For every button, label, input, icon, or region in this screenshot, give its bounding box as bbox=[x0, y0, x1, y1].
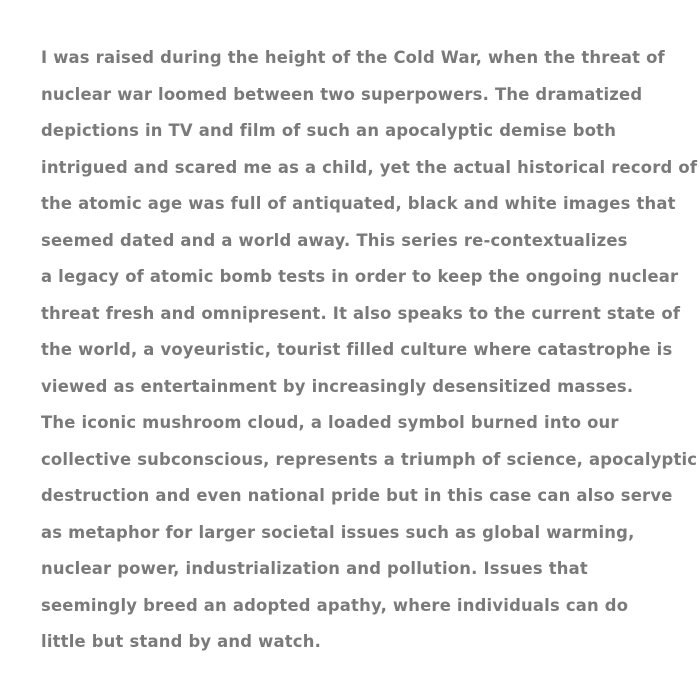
statement-line: threat fresh and omnipresent. It also speaks to the current state of bbox=[41, 303, 681, 323]
statement-line: as metaphor for larger societal issues such as global warming, bbox=[41, 522, 635, 542]
statement-line: depictions in TV and film of such an apocalyptic demise both bbox=[41, 121, 617, 140]
statement-line: seemingly breed an adopted apathy, where individuals can do bbox=[41, 595, 629, 615]
statement-line: little but stand by and watch. bbox=[41, 632, 321, 651]
statement-line: destruction and even national pride but in this case can also serve bbox=[41, 486, 673, 505]
statement-line: I was raised during the height of the Cold War, when the threat of bbox=[41, 48, 665, 67]
statement-line: the world, a voyeuristic, tourist filled culture where catastrophe is bbox=[41, 340, 673, 359]
statement-line: viewed as entertainment by increasingly desensitized masses. bbox=[41, 376, 634, 396]
statement-line: the atomic age was full of antiquated, black and white images that bbox=[41, 194, 676, 213]
statement-line: nuclear power, industrialization and pollution. Issues that bbox=[41, 559, 588, 578]
statement-line: The iconic mushroom cloud, a loaded symbol burned into our bbox=[41, 413, 619, 432]
statement-line: seemed dated and a world away. This series re-contextualizes bbox=[41, 230, 628, 250]
statement-line: a legacy of atomic bomb tests in order to keep the ongoing nuclear bbox=[41, 267, 679, 286]
artist-statement bbox=[41, 40, 698, 661]
statement-line: collective subconscious, represents a triumph of science, apocalyptic bbox=[41, 449, 698, 469]
statement-line: nuclear war loomed between two superpowers. The dramatized bbox=[41, 84, 643, 104]
statement-line: intrigued and scared me as a child, yet the actual historical record of bbox=[41, 157, 698, 177]
